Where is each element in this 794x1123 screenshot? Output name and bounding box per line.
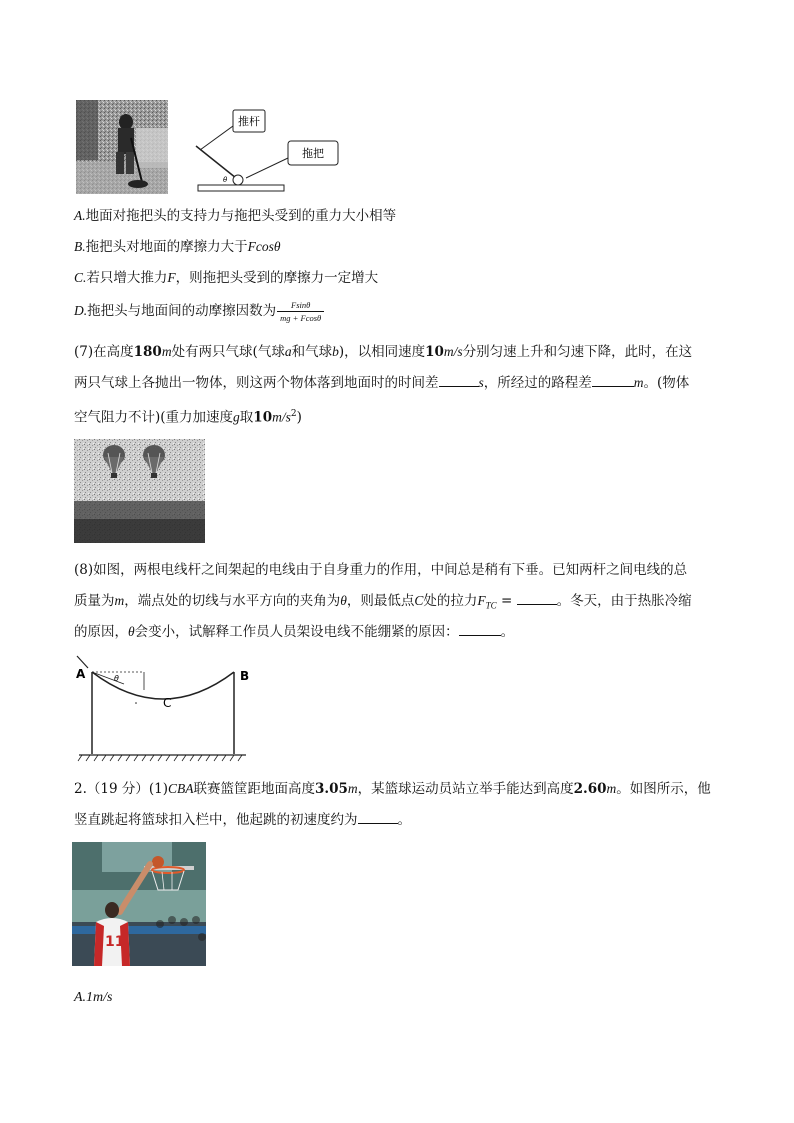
q2-option-a: A.1m/s xyxy=(74,990,113,1005)
option-a: A.地面对拖把头的支持力与拖把头受到的重力大小相等 xyxy=(74,208,397,224)
balloons-photo xyxy=(74,439,205,543)
pole-b-label: B xyxy=(240,669,250,683)
push-rod xyxy=(196,146,236,178)
mophead-label: 拖把 xyxy=(302,147,324,160)
power-line-diagram xyxy=(74,654,254,766)
jersey-number: 11 xyxy=(105,934,125,950)
mop-angle-label: θ xyxy=(223,176,228,184)
q8-line-2: 质量为m，端点处的切线与水平方向的夹角为θ，则最低点C处的拉力$F_{TC}$ = 。冬天，由于热胀冷缩 xyxy=(74,593,692,611)
friction-coefficient-fraction: $\frac{Fsin\theta}{mg + Fcos\theta}$ xyxy=(277,300,324,323)
basketball-icon xyxy=(152,856,164,868)
mop-photo-scene xyxy=(76,100,168,194)
option-c: C.若只增大推力F，则拖把头受到的摩擦力一定增大 xyxy=(74,270,379,286)
mop-head xyxy=(198,185,284,191)
q7-line-3: 空气阻力不计)(重力加速度g取$10m/s^2$) xyxy=(74,409,302,426)
mop-photo xyxy=(76,100,168,194)
initial-velocity-blank[interactable] xyxy=(358,811,398,824)
basketball-photo xyxy=(72,842,206,966)
angle-theta-label: θ xyxy=(114,674,119,683)
tension-blank[interactable] xyxy=(517,592,557,605)
q2-line-2: 竖直跳起将篮球扣入栏中，他起跳的初速度约为 。 xyxy=(74,812,411,828)
q7-line-1: (7)在高度180m处有两只气球(气球a和气球b)，以相同速度10m/s分别匀速上升和匀速下降，此时，在这 xyxy=(74,344,693,360)
path-diff-blank[interactable] xyxy=(592,374,634,387)
pushrod-label: 推杆 xyxy=(238,115,260,128)
lowest-point-label: C xyxy=(163,696,172,710)
option-b: B.拖把头对地面的摩擦力大于Fcosθ xyxy=(74,239,281,255)
option-d: D.拖把头与地面间的动摩擦因数为 $\frac{Fsin\theta}{mg + Fcos\theta}$ xyxy=(74,300,324,323)
time-diff-blank[interactable] xyxy=(439,374,479,387)
q7-line-2: 两只气球上各抛出一物体，则这两个物体落到地面时的时间差 s，所经过的路程差 m。(物体 xyxy=(74,375,690,391)
q2-line-1: 2.（19 分）(1)CBA联赛篮筐距地面高度3.05m，某篮球运动员站立举手能达到高度2.60m。如图所示，他 xyxy=(74,781,711,797)
pole-a-label: A xyxy=(76,667,86,681)
q8-line-3: 的原因，θ会变小，试解释工作员人员架设电线不能绷紧的原因： 。 xyxy=(74,624,515,640)
reason-blank[interactable] xyxy=(459,623,501,636)
mop-joint xyxy=(233,175,243,185)
mop-diagram xyxy=(188,106,348,198)
q8-line-1: (8)如图，两根电线杆之间架起的电线由于自身重力的作用，中间总是稍有下垂。已知两杆之间电线的总 xyxy=(74,562,688,578)
